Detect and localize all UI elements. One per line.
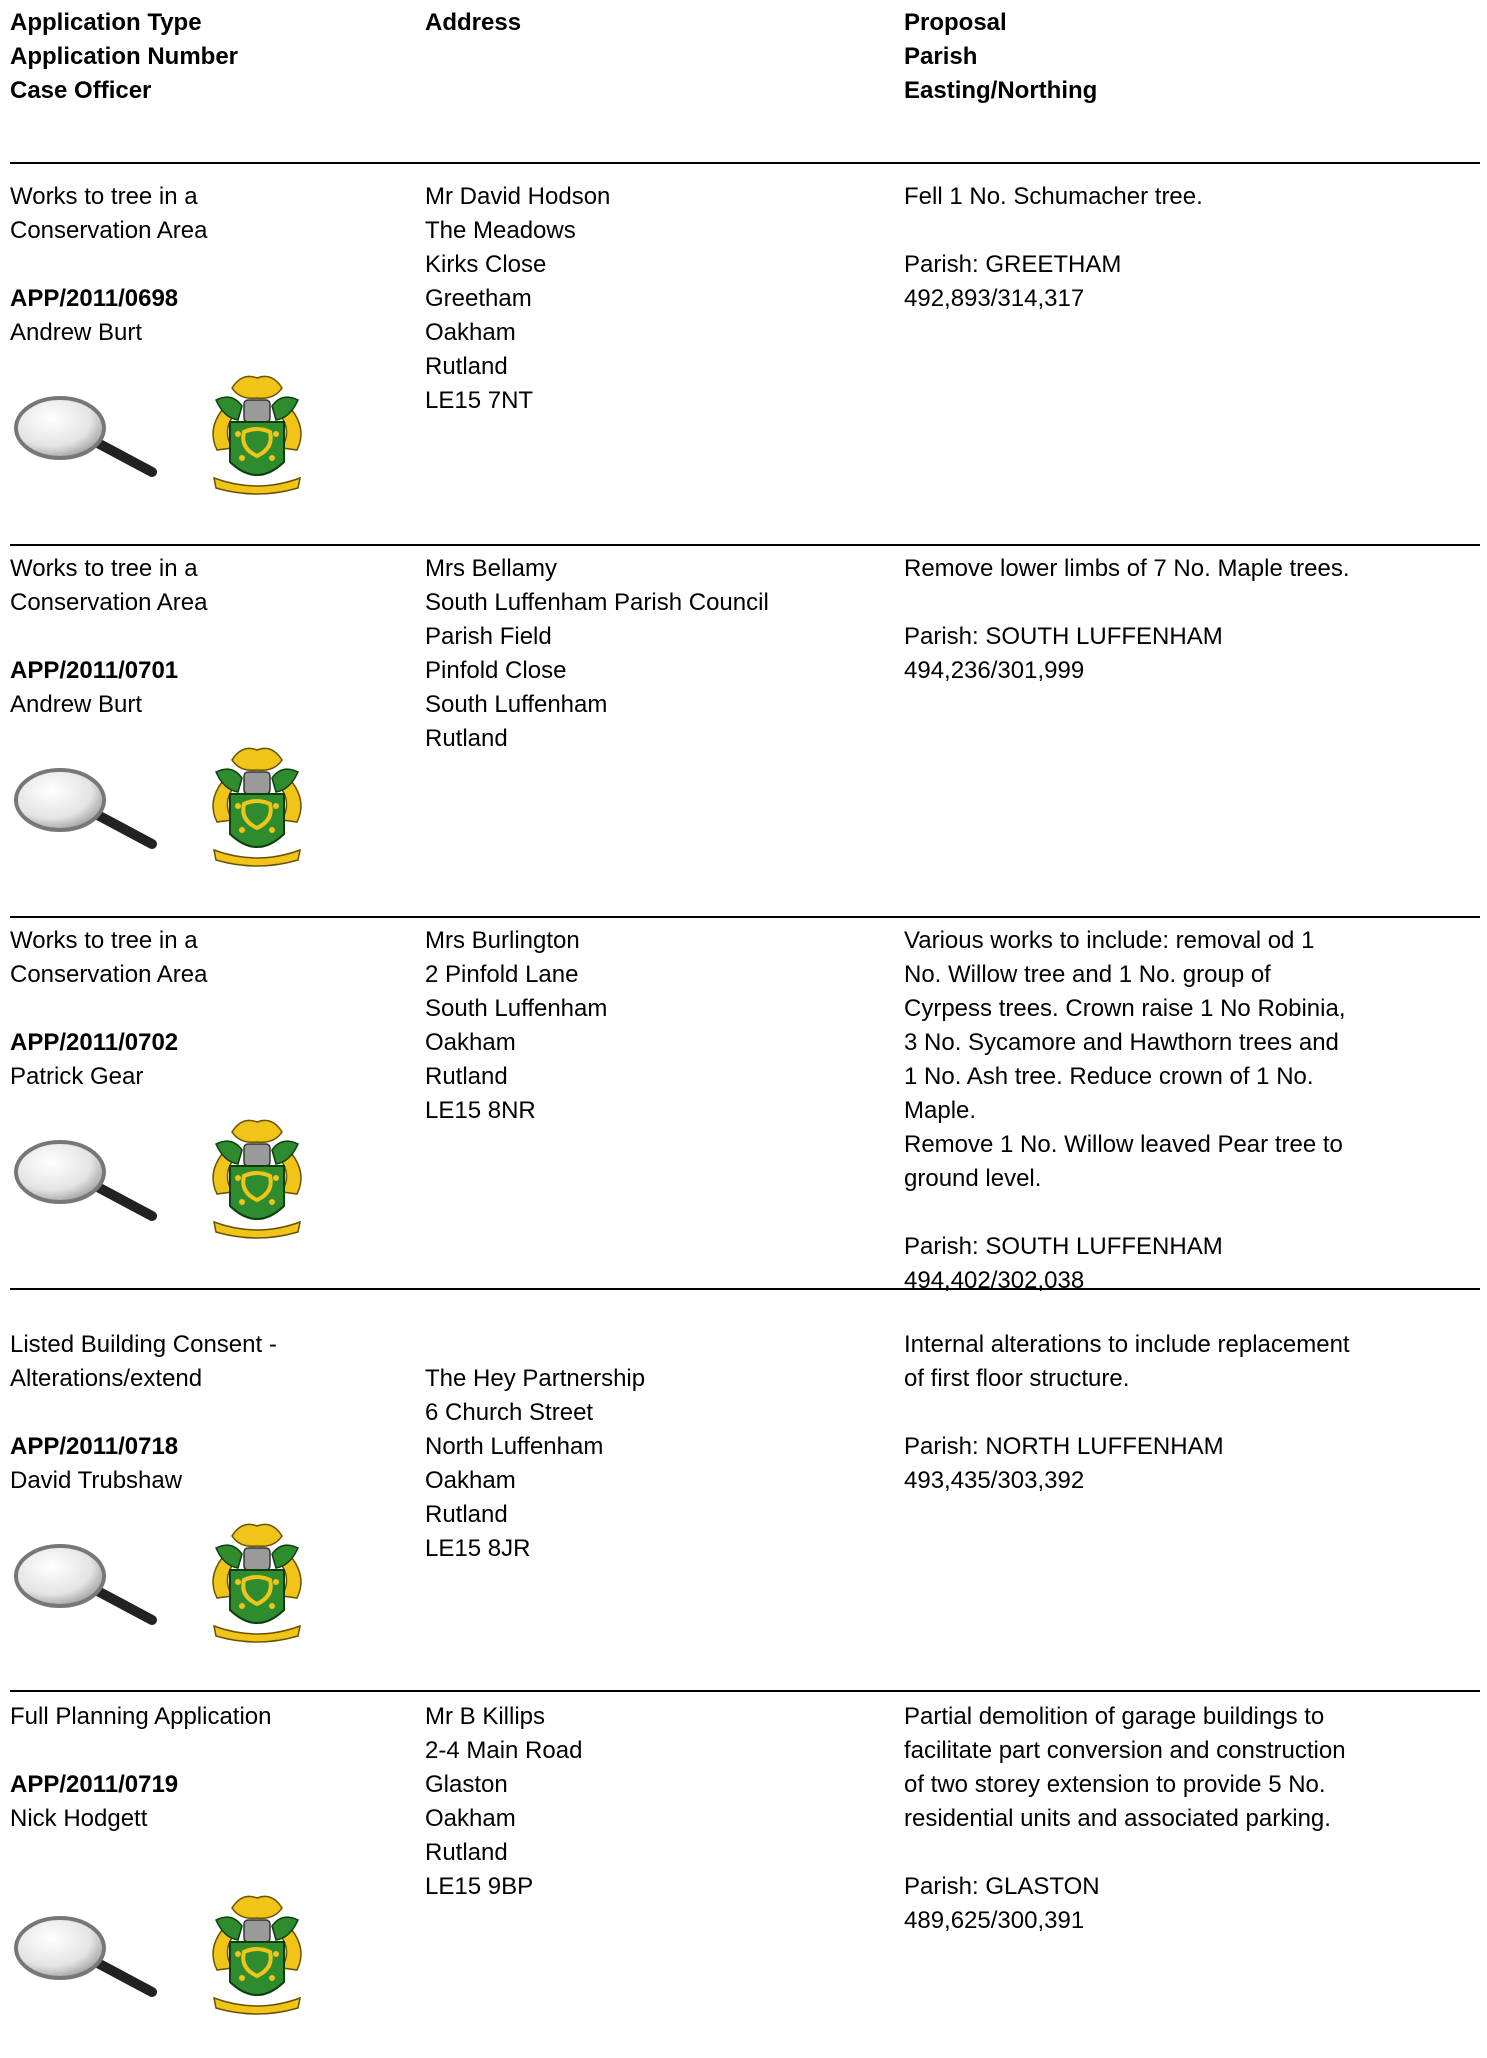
record-icons: [12, 1518, 312, 1648]
address-line: LE15 9BP: [425, 1873, 534, 1900]
magnifying-glass-icon[interactable]: [12, 1538, 162, 1628]
address-line: LE15 8NR: [425, 1097, 536, 1124]
address-cell: [425, 552, 885, 756]
parish: Parish: SOUTH LUFFENHAM: [904, 1233, 1223, 1260]
proposal-text: facilitate part conversion and construction: [904, 1737, 1346, 1764]
row-divider: [10, 1690, 1480, 1692]
council-crest-icon[interactable]: [202, 742, 312, 872]
address-line: Kirks Close: [425, 251, 547, 278]
record-icons: [12, 742, 312, 872]
header-col-address: [425, 6, 885, 40]
proposal-cell: [904, 552, 1404, 688]
proposal-text: ground level.: [904, 1165, 1042, 1192]
type-cell: [10, 924, 410, 1094]
easting-northing: 489,625/300,391: [904, 1907, 1085, 1934]
address-line: Rutland: [425, 1063, 508, 1090]
address-line: Mrs Burlington: [425, 927, 580, 954]
proposal-text: Internal alterations to include replacement: [904, 1331, 1350, 1358]
address-line: 6 Church Street: [425, 1399, 594, 1426]
address-line: LE15 8JR: [425, 1535, 531, 1562]
proposal-text: Maple.: [904, 1097, 977, 1124]
council-crest-icon[interactable]: [202, 1890, 312, 2020]
row-divider: [10, 162, 1480, 164]
address-cell: [425, 1362, 885, 1566]
application-number[interactable]: APP/2011/0719: [10, 1771, 179, 1798]
address-cell: [425, 924, 885, 1128]
row-divider: [10, 916, 1480, 918]
address-line: North Luffenham: [425, 1433, 604, 1460]
council-crest-icon[interactable]: [202, 1518, 312, 1648]
type-cell: [10, 1700, 410, 1836]
proposal-cell: [904, 924, 1404, 1298]
address-line: Mr David Hodson: [425, 183, 611, 210]
address-line: 2-4 Main Road: [425, 1737, 583, 1764]
header-col-type: [10, 6, 410, 108]
address-line: The Hey Partnership: [425, 1365, 646, 1392]
application-number[interactable]: APP/2011/0702: [10, 1029, 179, 1056]
magnifying-glass-icon[interactable]: [12, 762, 162, 852]
proposal-text: Remove 1 No. Willow leaved Pear tree to: [904, 1131, 1343, 1158]
proposal-text: 1 No. Ash tree. Reduce crown of 1 No.: [904, 1063, 1314, 1090]
proposal-text: residential units and associated parking.: [904, 1805, 1331, 1832]
table-header: [0, 6, 1487, 116]
proposal-cell: [904, 1328, 1404, 1498]
proposal-text: No. Willow tree and 1 No. group of: [904, 961, 1271, 988]
application-type: Alterations/extend: [10, 1365, 203, 1392]
council-crest-icon[interactable]: [202, 1114, 312, 1244]
type-cell: [10, 552, 410, 722]
address-line: Greetham: [425, 285, 532, 312]
header-label: Proposal: [904, 9, 1007, 36]
record-icons: [12, 370, 312, 500]
header-label: Parish: [904, 43, 978, 70]
easting-northing: 494,236/301,999: [904, 657, 1085, 684]
case-officer: Nick Hodgett: [10, 1805, 148, 1832]
magnifying-glass-icon[interactable]: [12, 390, 162, 480]
easting-northing: 492,893/314,317: [904, 285, 1085, 312]
address-line: Rutland: [425, 1501, 508, 1528]
proposal-text: 3 No. Sycamore and Hawthorn trees and: [904, 1029, 1339, 1056]
row-divider: [10, 1288, 1480, 1290]
address-line: South Luffenham: [425, 995, 608, 1022]
record-icons: [12, 1890, 312, 2020]
record-icons: [12, 1114, 312, 1244]
header-col-proposal: [904, 6, 1404, 108]
parish: Parish: NORTH LUFFENHAM: [904, 1433, 1224, 1460]
application-number[interactable]: APP/2011/0701: [10, 657, 179, 684]
case-officer: Patrick Gear: [10, 1063, 144, 1090]
address-line: Rutland: [425, 1839, 508, 1866]
address-line: 2 Pinfold Lane: [425, 961, 579, 988]
address-line: Oakham: [425, 1467, 516, 1494]
header-label: Application Number: [10, 43, 239, 70]
application-type: Works to tree in a: [10, 927, 198, 954]
address-line: Rutland: [425, 353, 508, 380]
address-cell: [425, 180, 885, 418]
row-divider: [10, 544, 1480, 546]
header-label: Easting/Northing: [904, 77, 1098, 104]
proposal-text: of first floor structure.: [904, 1365, 1130, 1392]
case-officer: Andrew Burt: [10, 319, 143, 346]
address-line: Glaston: [425, 1771, 508, 1798]
council-crest-icon[interactable]: [202, 370, 312, 500]
application-type: Conservation Area: [10, 961, 208, 988]
address-line: Oakham: [425, 1029, 516, 1056]
address-line: Parish Field: [425, 623, 552, 650]
header-label: Application Type: [10, 9, 202, 36]
address-line: South Luffenham: [425, 691, 608, 718]
address-line: Oakham: [425, 1805, 516, 1832]
application-type: Works to tree in a: [10, 555, 198, 582]
address-line: Rutland: [425, 725, 508, 752]
address-line: LE15 7NT: [425, 387, 534, 414]
proposal-text: Fell 1 No. Schumacher tree.: [904, 183, 1203, 210]
easting-northing: 494,402/302,038: [904, 1267, 1085, 1294]
proposal-text: Remove lower limbs of 7 No. Maple trees.: [904, 555, 1350, 582]
application-type: Conservation Area: [10, 217, 208, 244]
header-label: Address: [425, 9, 522, 36]
type-cell: [10, 1328, 410, 1498]
application-number[interactable]: APP/2011/0718: [10, 1433, 179, 1460]
address-line: Oakham: [425, 319, 516, 346]
proposal-text: of two storey extension to provide 5 No.: [904, 1771, 1326, 1798]
proposal-cell: [904, 180, 1404, 316]
address-line: Pinfold Close: [425, 657, 567, 684]
parish: Parish: SOUTH LUFFENHAM: [904, 623, 1223, 650]
proposal-text: Various works to include: removal od 1: [904, 927, 1315, 954]
proposal-text: Partial demolition of garage buildings to: [904, 1703, 1325, 1730]
address-cell: [425, 1700, 885, 1904]
easting-northing: 493,435/303,392: [904, 1467, 1085, 1494]
application-type: Full Planning Application: [10, 1703, 272, 1730]
address-line: Mrs Bellamy: [425, 555, 558, 582]
application-type: Listed Building Consent -: [10, 1331, 277, 1358]
address-line: Mr B Killips: [425, 1703, 546, 1730]
magnifying-glass-icon[interactable]: [12, 1910, 162, 2000]
parish: Parish: GREETHAM: [904, 251, 1122, 278]
application-type: Conservation Area: [10, 589, 208, 616]
case-officer: David Trubshaw: [10, 1467, 183, 1494]
magnifying-glass-icon[interactable]: [12, 1134, 162, 1224]
application-type: Works to tree in a: [10, 183, 198, 210]
type-cell: [10, 180, 410, 350]
address-line: South Luffenham Parish Council: [425, 589, 769, 616]
proposal-cell: [904, 1700, 1404, 1938]
header-label: Case Officer: [10, 77, 152, 104]
parish: Parish: GLASTON: [904, 1873, 1100, 1900]
case-officer: Andrew Burt: [10, 691, 143, 718]
address-line: The Meadows: [425, 217, 576, 244]
application-number[interactable]: APP/2011/0698: [10, 285, 179, 312]
proposal-text: Cyrpess trees. Crown raise 1 No Robinia,: [904, 995, 1346, 1022]
